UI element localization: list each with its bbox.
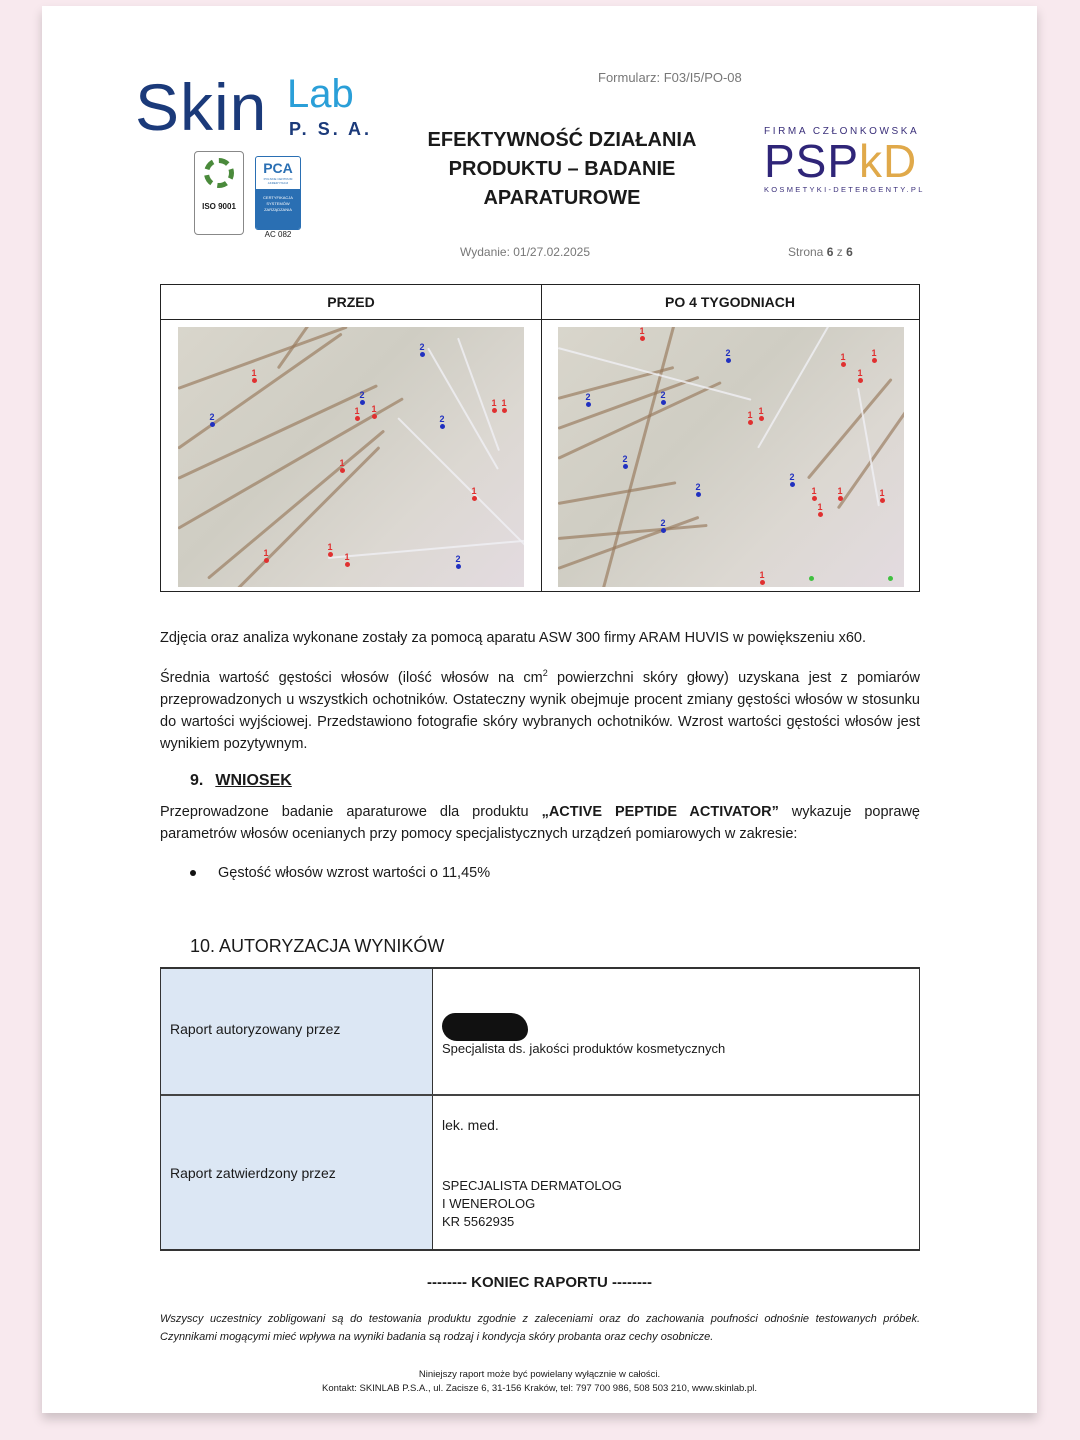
photo-comparison-table bbox=[160, 284, 920, 592]
hair-marker-2: 2 bbox=[418, 343, 426, 357]
section-9-title: WNIOSEK bbox=[215, 772, 292, 789]
hair-marker-2: 2 bbox=[438, 415, 446, 429]
density-paragraph bbox=[160, 662, 920, 755]
hair-marker-3 bbox=[886, 575, 894, 581]
hair-marker-1: 1 bbox=[757, 407, 765, 421]
hair-marker-2: 2 bbox=[208, 413, 216, 427]
hair-marker-1: 1 bbox=[878, 489, 886, 503]
credential-line: SPECJALISTA DERMATOLOG bbox=[442, 1178, 622, 1193]
pspkd-logo bbox=[764, 126, 944, 194]
hair-strand bbox=[328, 540, 524, 559]
hair-marker-2: 2 bbox=[724, 349, 732, 363]
copy-note: Niniejszy raport może być powielany wyłącznie w całości. bbox=[418, 1369, 661, 1380]
hair-marker-1: 1 bbox=[343, 553, 351, 567]
auth-value bbox=[442, 969, 919, 1094]
skinlab-logo bbox=[135, 70, 268, 144]
before-header: PRZED bbox=[161, 285, 541, 320]
hair-marker-1: 1 bbox=[353, 407, 361, 421]
authorization-table bbox=[160, 967, 920, 1251]
auth-label-text: Raport zatwierdzony przez bbox=[170, 1165, 336, 1181]
pspkd-kd: kD bbox=[859, 135, 918, 187]
hair-marker-2: 2 bbox=[621, 455, 629, 469]
hair-marker-1: 1 bbox=[758, 571, 766, 585]
section-10-heading: 10. AUTORYZACJA WYNIKÓW bbox=[190, 936, 445, 956]
hair-marker-1: 1 bbox=[500, 399, 508, 413]
hair-marker-2: 2 bbox=[584, 393, 592, 407]
hair-marker-1: 1 bbox=[810, 487, 818, 501]
after-scalp-photo bbox=[558, 327, 904, 587]
hair-marker-2: 2 bbox=[659, 391, 667, 405]
page-number bbox=[788, 245, 853, 259]
auth-row-authorized bbox=[161, 969, 919, 1096]
hair-strand bbox=[397, 417, 524, 546]
disclaimer: Wszyscy uczestnicy zobligowani są do testowania produktu zgodnie z zaleceniami oraz do zachowania poufności odnośnie testowanych próbek. Czynnikami mogącymi mieć wpływa na wyniki badania są rodzaj i kondycja skóry probanta oraz cechy osobnicze. bbox=[160, 1313, 920, 1343]
contact-line: Kontakt: SKINLAB P.S.A., ul. Zacisze 6, 31-156 Kraków, tel: 797 700 986, 508 503 210, www.skinlab.pl. bbox=[322, 1383, 757, 1394]
hair-strand bbox=[178, 333, 343, 450]
after-column bbox=[541, 285, 919, 591]
hair-marker-1: 1 bbox=[816, 503, 824, 517]
hair-marker-1: 1 bbox=[856, 369, 864, 383]
hair-marker-1: 1 bbox=[470, 487, 478, 501]
conclusion-paragraph bbox=[160, 801, 920, 845]
pspkd-mark bbox=[764, 137, 944, 185]
page-total: 6 bbox=[846, 245, 853, 259]
page-prefix: Strona bbox=[788, 245, 827, 259]
title-line: EFEKTYWNOŚĆ DZIAŁANIA bbox=[427, 129, 697, 151]
hair-marker-2: 2 bbox=[659, 519, 667, 533]
hair-strand bbox=[558, 516, 699, 570]
before-scalp-photo bbox=[178, 327, 524, 587]
auth-label bbox=[161, 969, 433, 1094]
hair-marker-2: 2 bbox=[694, 483, 702, 497]
hair-marker-1: 1 bbox=[490, 399, 498, 413]
title-line: APARATUROWE bbox=[483, 187, 641, 209]
hair-strand bbox=[237, 446, 381, 587]
hair-strand bbox=[757, 327, 849, 449]
logo-psa-text: P. S. A. bbox=[289, 119, 373, 139]
pca-title: PCA bbox=[263, 160, 293, 176]
title-line: PRODUKTU – BADANIE bbox=[448, 158, 676, 180]
hair-marker-1: 1 bbox=[370, 405, 378, 419]
hair-marker-1: 1 bbox=[839, 353, 847, 367]
hair-marker-1: 1 bbox=[638, 327, 646, 341]
logo-skin-text: Skin bbox=[135, 70, 268, 144]
redacted-signature bbox=[442, 1013, 528, 1041]
hair-strand bbox=[178, 327, 348, 390]
hair-strand bbox=[427, 348, 499, 470]
pca-certificate-badge bbox=[255, 156, 301, 230]
auth-role: Specjalista ds. jakości produktów kosmetycznych bbox=[442, 1041, 726, 1056]
iso-label: ISO 9001 bbox=[202, 202, 236, 211]
hair-marker-1: 1 bbox=[746, 411, 754, 425]
approver-credentials bbox=[442, 1177, 622, 1231]
before-column bbox=[161, 285, 542, 591]
credential-line: KR 5562935 bbox=[442, 1214, 515, 1229]
form-number: Formularz: F03/I5/PO-08 bbox=[598, 70, 742, 85]
hair-marker-2: 2 bbox=[358, 391, 366, 405]
pca-subtitle: POLSKIE CENTRUM AKREDYTACJI bbox=[263, 177, 293, 185]
iso-certificate-badge bbox=[194, 151, 244, 235]
hair-marker-1: 1 bbox=[836, 487, 844, 501]
conclusion-text-b: wykazuje poprawę parametrów włosów ocenianych przy pomocy specjalistycznych urządzeń pomiarowych w zakresie: bbox=[160, 804, 920, 842]
document-page bbox=[42, 6, 1037, 1413]
auth-label bbox=[161, 1096, 433, 1249]
document-title bbox=[412, 126, 712, 213]
density-text-a: Średnia wartość gęstości włosów (ilość włosów na cm bbox=[160, 669, 543, 686]
pspkd-top-text: FIRMA CZŁONKOWSKA bbox=[764, 126, 920, 137]
pspkd-ps: PSP bbox=[764, 135, 860, 187]
device-note: Zdjęcia oraz analiza wykonane zostały za pomocą aparatu ASW 300 firmy ARAM HUVIS w powiększeniu x60. bbox=[160, 630, 866, 646]
after-header: PO 4 TYGODNIACH bbox=[541, 285, 919, 320]
logo-lab-text: Lab bbox=[287, 72, 354, 116]
hair-marker-1: 1 bbox=[870, 349, 878, 363]
approver-title: lek. med. bbox=[442, 1117, 499, 1133]
hair-strand bbox=[558, 481, 676, 505]
issue-date: Wydanie: 01/27.02.2025 bbox=[460, 245, 590, 259]
section-9-heading bbox=[190, 772, 292, 790]
hair-strand bbox=[558, 524, 708, 540]
pca-code: AC 082 bbox=[264, 230, 292, 239]
credential-line: I WENEROLOG bbox=[442, 1196, 536, 1211]
hair-marker-2: 2 bbox=[454, 555, 462, 569]
hair-marker-1: 1 bbox=[262, 549, 270, 563]
result-bullet bbox=[190, 865, 490, 881]
pspkd-bottom-text: KOSMETYKI-DETERGENTY.PL bbox=[764, 185, 925, 194]
density-text-b: powierzchni skóry głowy) uzyskana jest z pomiarów przeprowadzonych u wszystkich ochotników. Ostateczny wynik obejmuje procent zmiany gęstości włosów w stosunku do wartości wyjściowej. Przedstawiono fotografie skóry wybranych ochotników. Wzrost wartości gęstości włosów jest wynikiem pozytywnym. bbox=[160, 669, 920, 752]
product-name: „ACTIVE PEPTIDE ACTIVATOR” bbox=[541, 804, 779, 820]
pca-body: CERTYFIKACJA SYSTEMÓW ZARZĄDZANIA bbox=[256, 189, 300, 229]
result-text: Gęstość włosów wzrost wartości o 11,45% bbox=[218, 865, 491, 881]
conclusion-text-a: Przeprowadzone badanie aparaturowe dla produktu bbox=[160, 804, 542, 820]
section-9-number: 9. bbox=[190, 772, 204, 789]
gear-icon bbox=[204, 158, 234, 188]
bullet-icon bbox=[190, 870, 196, 876]
hair-marker-2: 2 bbox=[788, 473, 796, 487]
end-of-report: -------- KONIEC RAPORTU -------- bbox=[427, 1274, 652, 1291]
auth-value bbox=[442, 1096, 919, 1249]
density-sup: 2 bbox=[542, 668, 548, 678]
hair-marker-3 bbox=[807, 575, 815, 581]
auth-row-approved bbox=[161, 1096, 919, 1249]
page-current: 6 bbox=[826, 245, 834, 259]
hair-strand bbox=[807, 378, 893, 480]
hair-marker-1: 1 bbox=[326, 543, 334, 557]
auth-label-text: Raport autoryzowany przez bbox=[170, 1021, 341, 1037]
page-sep: z bbox=[833, 245, 847, 259]
hair-marker-1: 1 bbox=[338, 459, 346, 473]
hair-marker-1: 1 bbox=[250, 369, 258, 383]
